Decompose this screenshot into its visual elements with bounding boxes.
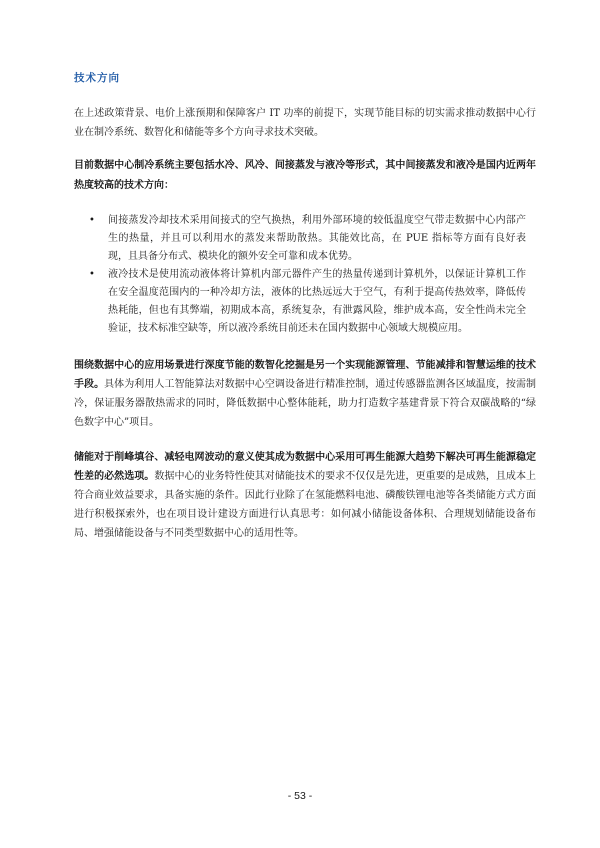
- bullet-icon: •: [89, 215, 95, 226]
- page-number: - 53 -: [287, 790, 313, 802]
- bullet-icon: •: [89, 269, 95, 280]
- digital-body: 具体为利用人工智能算法对数据中心空调设备进行精准控制，通过传感器监测各区域温度，按需制冷，保证服务器散热需求的同时，降低数据中心整体能耗，助力打造数字基建背景下符合双碳战略的“绿色数字中心”项目。: [74, 379, 537, 428]
- cooling-bullet-list: [74, 212, 536, 338]
- digital-paragraph: [74, 356, 536, 432]
- storage-paragraph: [74, 448, 536, 543]
- storage-lead: 储能对于削峰填谷、减轻电网波动的意义使其成为数据中心采用可再生能源大趋势下解决可再生能源稳定性差的必然选项。: [74, 452, 536, 482]
- cooling-heading: 目前数据中心制冷系统主要包括水冷、风冷、间接蒸发与液冷等形式，其中间接蒸发和液冷是国内近两年热度较高的技术方向：: [74, 160, 536, 191]
- bullet-text: 间接蒸发冷却技术采用间接式的空气换热，利用外部环境的较低温度空气带走数据中心内部产生的热量，并且可以利用水的蒸发来帮助散热。其能效比高，在 PUE 指标等方面有良好表现，且具备分布式、模块化的额外安全可靠和成本优势。: [108, 215, 526, 262]
- bullet-item-liquid-cooling: [74, 266, 536, 338]
- storage-body: 数据中心的业务特性使其对储能技术的要求不仅仅是先进，更重要的是成熟，且成本上符合商业效益要求，具备实施的条件。因此行业除了在氢能燃料电池、磷酸铁锂电池等各类储能方式方面进行积极探索外，也在项目设计建设方面进行认真思考：如何减小储能设备体积、合理规划储能设备布局、增强储能设备与不同类型数据中心的适用性等。: [74, 471, 537, 539]
- bullet-item-indirect-evaporative: [74, 212, 536, 266]
- section-title: 技术方向: [74, 72, 120, 84]
- document-page: [74, 70, 536, 557]
- digital-lead: 围绕数据中心的应用场景进行深度节能的数智化挖掘是另一个实现能源管理、节能减排和智慧运维的技术手段。: [74, 360, 536, 390]
- bullet-text: 液冷技术是使用流动液体将计算机内部元器件产生的热量传递到计算机外，以保证计算机工作在安全温度范围内的一种冷却方法，液体的比热远远大于空气，有利于提高传热效率，降低传热耗能，但也有其弊端，初期成本高，系统复杂，有泄露风险，维护成本高，安全性尚未完全验证，技术标准空缺等，所以液冷系统目前还未在国内数据中心领域大规模应用。: [108, 269, 526, 334]
- intro-paragraph: 在上述政策背景、电价上涨预期和保障客户 IT 功率的前提下，实现节能目标的切实需求推动数据中心行业在制冷系统、数智化和储能等多个方向寻求技术突破。: [74, 108, 536, 138]
